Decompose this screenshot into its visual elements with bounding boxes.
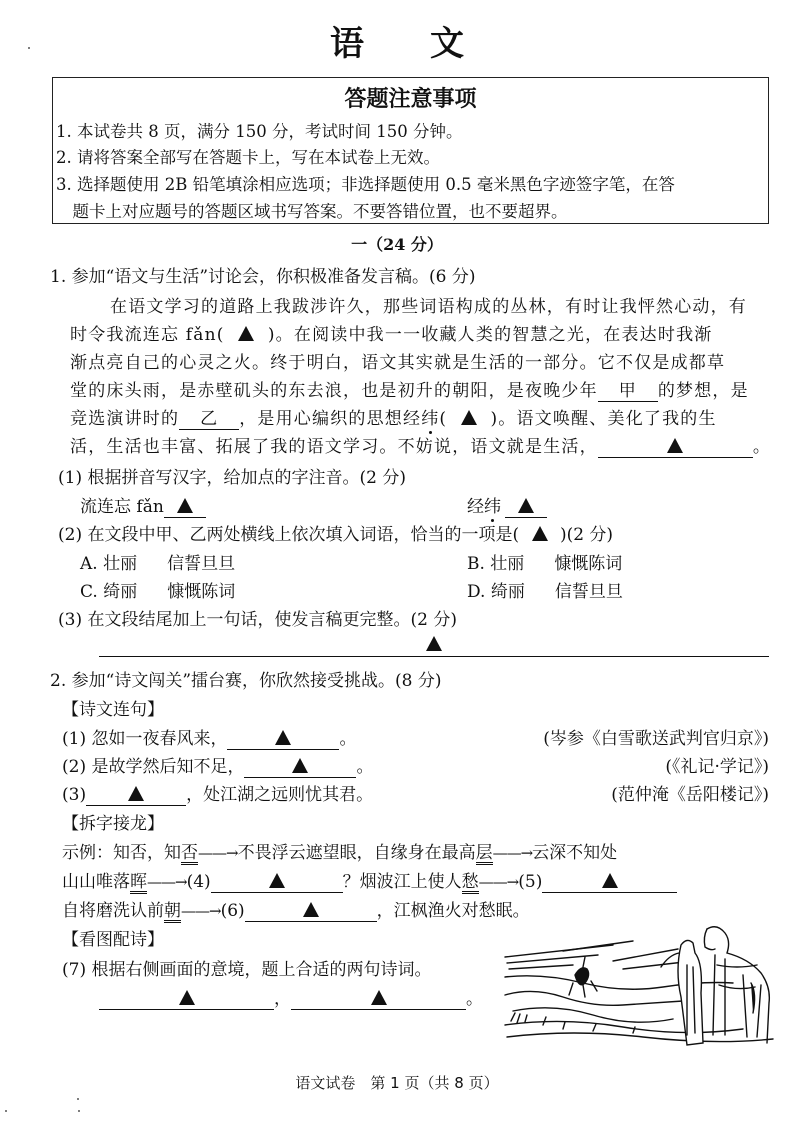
answer-blank[interactable] [244, 758, 356, 778]
underlined-char: 否 [181, 843, 198, 863]
separator: ， [274, 989, 291, 1009]
answer-blank[interactable] [542, 873, 677, 893]
answer-marker-icon [179, 990, 195, 1005]
chain-text: ？烟波江上使人 [342, 872, 462, 892]
answer-line[interactable] [99, 635, 769, 657]
answer-marker-icon [292, 758, 308, 773]
answer-marker-icon [238, 326, 254, 341]
paragraph-text: 时令我流连忘 fǎn( [70, 325, 225, 345]
example-text: 云深不知处 [532, 843, 618, 863]
title-char: 文 [430, 24, 464, 64]
paragraph-text: 竞选演讲时的 [70, 409, 180, 429]
page-title [0, 16, 794, 65]
answer-blank[interactable] [598, 438, 753, 458]
answer-marker-icon [275, 730, 291, 745]
example-line [62, 838, 617, 865]
section-heading: 一（24 分） [351, 235, 443, 254]
notice-title: 答题注意事项 [344, 87, 477, 112]
paragraph-line: 渐点亮自己的心灵之火。终于明白，语文其实就是生活的一部分。它不仅是成都草 [70, 353, 726, 373]
arrow-icon: ——→ [478, 873, 519, 891]
answer-blank[interactable] [505, 498, 547, 518]
paragraph-text: 。 [752, 437, 772, 457]
paragraph-line: 在语文学习的道路上我跋涉许久，那些词语构成的丛林，有时让我怦然心动，有 [110, 297, 747, 317]
question-2-stem: 2. 参加“诗文闯关”擂台赛，你欣然接受挑战。(8 分) [50, 671, 442, 691]
answer-marker-icon [371, 990, 387, 1005]
option-label: C. 绮丽 [80, 582, 138, 602]
chain-number: (4) [186, 872, 211, 892]
option-word: 慷慨陈词 [554, 554, 623, 574]
prompt-text: )(2 分) [559, 525, 614, 545]
answer-marker-icon [532, 526, 548, 541]
scan-speck [77, 1098, 79, 1100]
option-word: 信誓旦旦 [167, 554, 236, 574]
option-word: 慷慨陈词 [167, 582, 236, 602]
part-heading: 【诗文连句】 [62, 700, 164, 720]
verse-source: (《礼记·学记》) [665, 757, 769, 777]
answer-marker-icon [128, 786, 144, 801]
notice-item: 题卡上对应题号的答题区域书写答案。不要答错位置，也不要超界。 [56, 202, 568, 221]
chain-line-4-5 [62, 867, 677, 894]
answer-blank[interactable] [227, 730, 339, 750]
example-text: 示例：知否，知 [62, 843, 181, 863]
prompt-text: (2) 在文段中甲、乙两处横线上依次填入词语，恰当的一项是( [58, 525, 520, 545]
arrow-icon: ——→ [492, 844, 533, 862]
arrow-icon: ——→ [181, 902, 221, 920]
blank-yi[interactable]: 乙 [179, 410, 239, 430]
underlined-char: 朝 [164, 901, 181, 921]
sub-question-2 [58, 520, 613, 545]
underlined-char: 晖 [130, 872, 147, 892]
page-footer: 语文试卷 第 1 页（共 8 页） [295, 1074, 499, 1092]
verse-item-2 [62, 752, 373, 778]
paragraph-line [70, 404, 717, 430]
verse-source: (范仲淹《岳阳楼记》) [611, 785, 769, 805]
paragraph-line [70, 320, 712, 345]
answer-blank[interactable] [291, 990, 466, 1010]
option-a[interactable] [80, 549, 235, 574]
answer-marker-icon [426, 636, 442, 651]
answer-marker-icon [461, 410, 477, 425]
scan-speck [5, 1110, 7, 1112]
part-heading: 【看图配诗】 [62, 930, 164, 950]
notice-box [52, 77, 769, 224]
paragraph-text: ，是用心编织的思想经 [239, 409, 422, 429]
paragraph-text: )。语文唤醒、美化了我的生 [490, 409, 717, 429]
verse-text: (2) 是故学然后知不足， [62, 757, 245, 777]
answer-marker-icon [303, 902, 319, 917]
option-label: D. 绮丽 [467, 582, 525, 602]
paragraph-text: 的梦想，是 [657, 381, 749, 401]
picture-poem-prompt: (7) 根据右侧画面的意境，题上合适的两句诗词。 [62, 960, 432, 980]
answer-marker-icon [177, 498, 193, 513]
separator: 。 [466, 989, 483, 1009]
paragraph-line [70, 432, 771, 458]
paragraph-text: 活，生活也丰富、拓展了我的语文学习。不妨说，语文就是生活， [70, 437, 598, 457]
question-1-stem: 1. 参加“语文与生活”讨论会，你积极准备发言稿。(6 分) [50, 267, 476, 287]
part-heading: 【拆字接龙】 [62, 814, 164, 834]
verse-source: (岑参《白雪歌送武判官归京》) [543, 729, 769, 749]
option-word: 信誓旦旦 [554, 582, 623, 602]
answer-blank[interactable] [86, 786, 186, 806]
answer-marker-icon [518, 498, 534, 513]
notice-item: 2. 请将答案全部写在答题卡上，写在本试卷上无效。 [56, 148, 440, 167]
notice-item: 1. 本试卷共 8 页，满分 150 分，考试时间 150 分钟。 [56, 122, 463, 141]
chain-text: 山山唯落 [62, 872, 130, 892]
sub-question-1: (1) 根据拼音写汉字，给加点的字注音。(2 分) [58, 468, 406, 488]
picture-poem-answer [99, 984, 483, 1010]
answer-blank[interactable] [99, 990, 274, 1010]
arrow-icon: ——→ [147, 873, 187, 891]
item-text: 经 [467, 497, 484, 517]
verse-text: (1) 忽如一夜春风来， [62, 729, 228, 749]
sub-question-3: (3) 在文段结尾加上一句话，使发言稿更完整。(2 分) [58, 610, 457, 630]
illustration-farewell-scene [503, 925, 775, 1050]
verse-text: (3) [62, 785, 87, 805]
answer-blank[interactable] [211, 873, 343, 893]
underlined-char: 愁 [461, 872, 479, 892]
option-b[interactable] [467, 549, 622, 574]
sub-question-1-item-a [80, 492, 206, 518]
item-text: 流连忘 fǎn [80, 497, 164, 517]
paragraph-text: 堂的床头雨，是赤壁矶头的东去浪，也是初升的朝阳，是夜晚少年 [70, 381, 598, 401]
answer-blank[interactable] [245, 902, 377, 922]
paragraph-line [70, 376, 749, 402]
option-label: A. 壮丽 [80, 554, 138, 574]
option-d[interactable] [467, 577, 623, 602]
answer-marker-icon [602, 873, 618, 888]
notice-item: 3. 选择题使用 2B 铅笔填涂相应选项；非选择题使用 0.5 毫米黑色字迹签字笔，在答 [56, 175, 675, 194]
answer-marker-icon [667, 438, 683, 453]
answer-blank[interactable] [164, 498, 206, 518]
answer-marker-icon [269, 873, 285, 888]
scan-speck [78, 1110, 80, 1112]
dotted-char: 纬 [421, 404, 439, 429]
chain-number: (5) [518, 872, 543, 892]
verse-text: ，处江湖之远则忧其君。 [186, 785, 374, 805]
paragraph-text: )。在阅读中我一一收藏人类的智慧之光，在表达时我渐 [267, 325, 713, 345]
option-label: B. 壮丽 [467, 554, 525, 574]
verse-item-1 [62, 724, 356, 750]
sub-question-1-item-b [467, 492, 547, 518]
dotted-char: 纬 [484, 492, 501, 517]
verse-text: 。 [356, 757, 374, 777]
chain-number: (6) [220, 901, 245, 921]
underlined-char: 层 [475, 843, 493, 863]
title-char: 语 [330, 24, 364, 64]
example-text: 不畏浮云遮望眼，自缘身在最高 [237, 843, 476, 863]
arrow-icon: ——→ [198, 844, 238, 862]
paragraph-text: ( [439, 409, 448, 429]
chain-text: 自将磨洗认前 [62, 901, 164, 921]
option-c[interactable] [80, 577, 235, 602]
verse-item-3 [62, 780, 373, 806]
verse-text: 。 [339, 729, 357, 749]
chain-text: ，江枫渔火对愁眠。 [376, 901, 530, 921]
blank-jia[interactable]: 甲 [598, 382, 658, 402]
chain-line-6 [62, 896, 530, 923]
